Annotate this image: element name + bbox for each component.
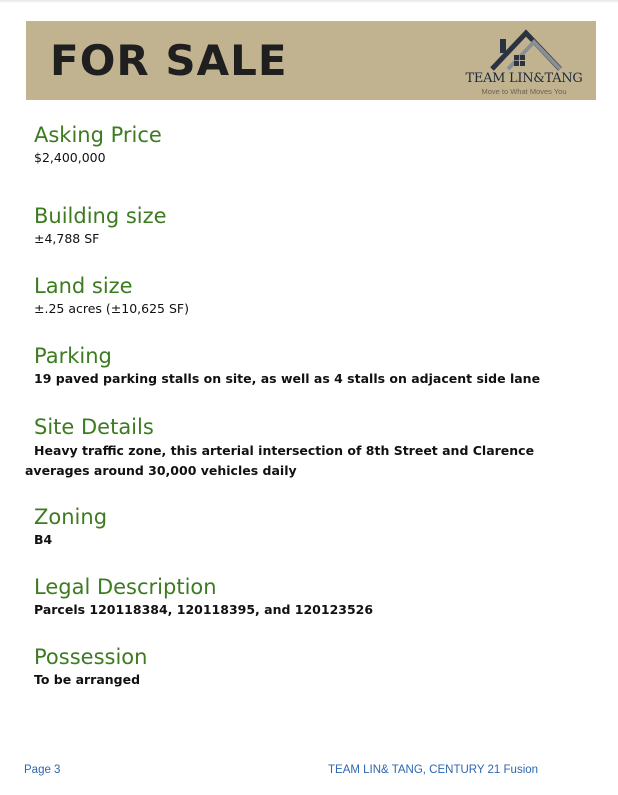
possession-heading: Possession	[34, 645, 148, 669]
parking-heading: Parking	[34, 344, 112, 368]
legal-description-value: Parcels 120118384, 120118395, and 120123526	[34, 602, 374, 617]
building-size-heading: Building size	[34, 204, 167, 228]
footer-brand: TEAM LIN& TANG, CENTURY 21 Fusion	[328, 764, 539, 776]
logo-name: TEAM LIN&TANG	[465, 71, 583, 86]
legal-description-section	[34, 574, 373, 620]
parking-section	[34, 343, 540, 389]
possession-section	[34, 644, 147, 690]
possession-value: To be arranged	[34, 672, 141, 687]
site-details-section	[34, 414, 154, 440]
house-roof-icon	[474, 25, 574, 73]
land-size-heading: Land size	[34, 274, 133, 298]
asking-price-section	[34, 122, 162, 168]
building-size-value: ±4,788 SF	[34, 231, 100, 246]
building-size-section	[34, 203, 167, 249]
site-details-value: Heavy traffic zone, this arterial intersection of 8th Street and Clarence averages around 30,000 vehicles daily	[25, 443, 535, 478]
land-size-section	[34, 273, 189, 319]
land-size-value: ±.25 acres (±10,625 SF)	[34, 301, 189, 316]
site-details-heading: Site Details	[34, 415, 154, 439]
legal-description-heading: Legal Description	[34, 575, 217, 599]
parking-value: 19 paved parking stalls on site, as well as 4 stalls on adjacent side lane	[34, 371, 541, 386]
top-rule	[0, 0, 618, 3]
banner-title: FOR SALE	[50, 36, 288, 85]
asking-price-value: $2,400,000	[34, 150, 106, 165]
zoning-section	[34, 504, 107, 550]
logo-tagline: Move to What Moves You	[481, 87, 567, 96]
page-number: Page 3	[24, 764, 61, 776]
zoning-value: B4	[34, 532, 53, 547]
team-logo	[454, 25, 594, 97]
asking-price-heading: Asking Price	[34, 123, 162, 147]
zoning-heading: Zoning	[34, 505, 108, 529]
for-sale-banner	[26, 21, 596, 100]
